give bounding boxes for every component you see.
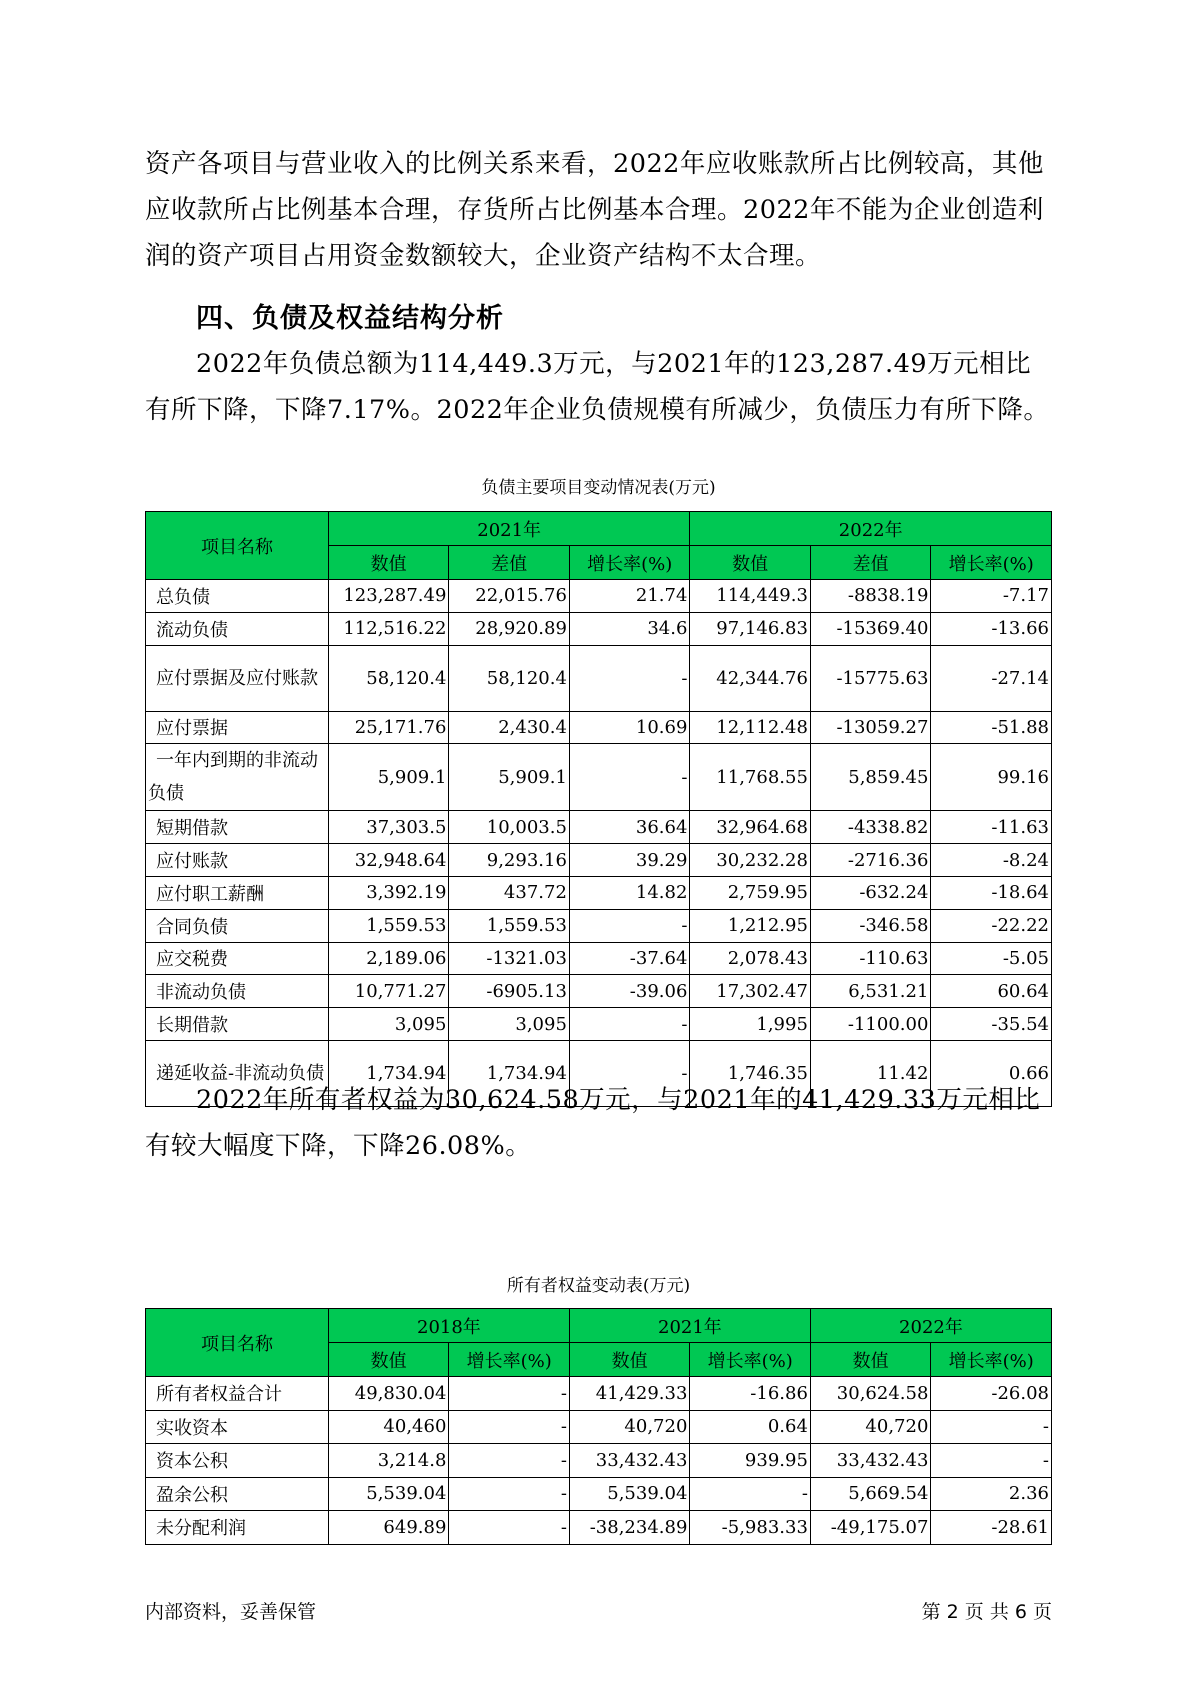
cell-r2: -13.66 — [931, 612, 1052, 645]
cell-r1: 36.64 — [569, 811, 690, 844]
row-item-name: 流动负债 — [146, 612, 329, 645]
cell-r3: - — [931, 1410, 1052, 1444]
row-item-name: 一年内到期的非流动负债 — [146, 744, 329, 811]
cell-r1: - — [449, 1511, 570, 1545]
row-item-name: 非流动负债 — [146, 975, 329, 1008]
cell-r1: -39.06 — [569, 975, 690, 1008]
cell-v2: 32,964.68 — [690, 811, 811, 844]
table-row — [146, 744, 1052, 811]
cell-d2: -346.58 — [810, 909, 931, 942]
cell-d1: -1321.03 — [449, 942, 570, 975]
col-rate-header: 增长率(%) — [931, 1343, 1052, 1377]
table-row — [146, 844, 1052, 877]
cell-v2: -38,234.89 — [569, 1511, 690, 1545]
cell-v2: 42,344.76 — [690, 645, 811, 711]
col-value-header: 数值 — [810, 1343, 931, 1377]
cell-v3: -49,175.07 — [810, 1511, 931, 1545]
cell-d1: 28,920.89 — [449, 612, 570, 645]
cell-v2: 33,432.43 — [569, 1444, 690, 1478]
cell-d1: 10,003.5 — [449, 811, 570, 844]
cell-r2: 939.95 — [690, 1444, 811, 1478]
cell-r1: - — [449, 1410, 570, 1444]
table-row — [146, 975, 1052, 1008]
cell-r1: - — [449, 1377, 570, 1411]
year-header-2022: 2022年 — [810, 1309, 1051, 1343]
cell-v2: 97,146.83 — [690, 612, 811, 645]
cell-r2: -27.14 — [931, 645, 1052, 711]
cell-r2: -18.64 — [931, 876, 1052, 909]
cell-d2: 5,859.45 — [810, 744, 931, 811]
cell-d1: 58,120.4 — [449, 645, 570, 711]
row-item-name: 应付职工薪酬 — [146, 876, 329, 909]
cell-v2: 1,746.35 — [690, 1040, 811, 1106]
cell-v1: 32,948.64 — [328, 844, 449, 877]
table-row — [146, 580, 1052, 613]
row-item-name: 合同负债 — [146, 909, 329, 942]
cell-r1: - — [569, 1008, 690, 1041]
row-item-name: 所有者权益合计 — [146, 1377, 329, 1411]
cell-v1: 25,171.76 — [328, 711, 449, 744]
cell-v1: 1,559.53 — [328, 909, 449, 942]
cell-r2: -11.63 — [931, 811, 1052, 844]
table-row — [146, 942, 1052, 975]
cell-v3: 33,432.43 — [810, 1444, 931, 1478]
row-item-name: 应付账款 — [146, 844, 329, 877]
cell-v1: 3,214.8 — [328, 1444, 449, 1478]
table1-caption: 负债主要项目变动情况表(万元) — [481, 478, 716, 498]
cell-d2: -632.24 — [810, 876, 931, 909]
col-value-header: 数值 — [569, 1343, 690, 1377]
cell-r2: -5.05 — [931, 942, 1052, 975]
cell-v2: 17,302.47 — [690, 975, 811, 1008]
cell-v2: 114,449.3 — [690, 580, 811, 613]
cell-d1: -6905.13 — [449, 975, 570, 1008]
cell-v2: 1,212.95 — [690, 909, 811, 942]
cell-v1: 58,120.4 — [328, 645, 449, 711]
cell-v2: 1,995 — [690, 1008, 811, 1041]
cell-r2: -22.22 — [931, 909, 1052, 942]
table-row — [146, 1477, 1052, 1511]
item-name-header: 项目名称 — [146, 1309, 329, 1377]
cell-r2: 60.64 — [931, 975, 1052, 1008]
cell-v1: 3,392.19 — [328, 876, 449, 909]
table-row — [146, 1008, 1052, 1041]
row-item-name: 递延收益-非流动负债 — [146, 1040, 329, 1106]
item-name-header: 项目名称 — [146, 512, 329, 580]
cell-v1: 2,189.06 — [328, 942, 449, 975]
cell-r2: -16.86 — [690, 1377, 811, 1411]
cell-v1: 649.89 — [328, 1511, 449, 1545]
col-value-header: 数值 — [328, 1343, 449, 1377]
table-row — [146, 612, 1052, 645]
col-value-header: 数值 — [690, 546, 811, 580]
cell-r2: -8.24 — [931, 844, 1052, 877]
cell-r1: - — [449, 1444, 570, 1478]
cell-v1: 5,539.04 — [328, 1477, 449, 1511]
year-header-2018: 2018年 — [328, 1309, 569, 1343]
cell-r3: -26.08 — [931, 1377, 1052, 1411]
cell-v1: 3,095 — [328, 1008, 449, 1041]
row-item-name: 长期借款 — [146, 1008, 329, 1041]
table-row — [146, 811, 1052, 844]
cell-r1: 14.82 — [569, 876, 690, 909]
cell-d1: 22,015.76 — [449, 580, 570, 613]
cell-v2: 11,768.55 — [690, 744, 811, 811]
cell-r2: 0.66 — [931, 1040, 1052, 1106]
cell-d1: 9,293.16 — [449, 844, 570, 877]
cell-d1: 3,095 — [449, 1008, 570, 1041]
table-row — [146, 1444, 1052, 1478]
cell-v1: 123,287.49 — [328, 580, 449, 613]
cell-r1: -37.64 — [569, 942, 690, 975]
liabilities-table — [145, 511, 1052, 1107]
cell-v1: 1,734.94 — [328, 1040, 449, 1106]
table-row — [146, 645, 1052, 711]
cell-r1: - — [449, 1477, 570, 1511]
cell-r2: -35.54 — [931, 1008, 1052, 1041]
footer-confidential-note: 内部资料，妥善保管 — [145, 1601, 317, 1623]
cell-r2: - — [690, 1477, 811, 1511]
cell-r2: 99.16 — [931, 744, 1052, 811]
cell-v1: 49,830.04 — [328, 1377, 449, 1411]
cell-v2: 30,232.28 — [690, 844, 811, 877]
col-rate-header: 增长率(%) — [569, 546, 690, 580]
cell-d2: -8838.19 — [810, 580, 931, 613]
cell-r1: 10.69 — [569, 711, 690, 744]
cell-r3: - — [931, 1444, 1052, 1478]
cell-v1: 5,909.1 — [328, 744, 449, 811]
cell-d1: 2,430.4 — [449, 711, 570, 744]
equity-table — [145, 1308, 1052, 1545]
cell-r3: -28.61 — [931, 1511, 1052, 1545]
cell-d2: -1100.00 — [810, 1008, 931, 1041]
col-diff-header: 差值 — [449, 546, 570, 580]
cell-d1: 1,734.94 — [449, 1040, 570, 1106]
cell-v1: 10,771.27 — [328, 975, 449, 1008]
cell-v2: 2,078.43 — [690, 942, 811, 975]
row-item-name: 应付票据及应付账款 — [146, 645, 329, 711]
cell-r2: 0.64 — [690, 1410, 811, 1444]
cell-d2: -4338.82 — [810, 811, 931, 844]
col-value-header: 数值 — [328, 546, 449, 580]
cell-r2: -51.88 — [931, 711, 1052, 744]
cell-d1: 5,909.1 — [449, 744, 570, 811]
cell-d2: 6,531.21 — [810, 975, 931, 1008]
cell-r1: 21.74 — [569, 580, 690, 613]
table-row — [146, 1511, 1052, 1545]
table-row — [146, 1410, 1052, 1444]
row-item-name: 盈余公积 — [146, 1477, 329, 1511]
year-header-2021: 2021年 — [569, 1309, 810, 1343]
cell-v3: 40,720 — [810, 1410, 931, 1444]
cell-d2: -13059.27 — [810, 711, 931, 744]
paragraph-liabilities: 2022年负债总额为114,449.3万元，与2021年的123,287.49万元相比有所下降，下降7.17%。2022年企业负债规模有所减少，负债压力有所下降。 — [145, 349, 1050, 425]
cell-d2: -15369.40 — [810, 612, 931, 645]
col-diff-header: 差值 — [810, 546, 931, 580]
cell-v2: 2,759.95 — [690, 876, 811, 909]
paragraph-asset-structure: 资产各项目与营业收入的比例关系来看，2022年应收账款所占比例较高，其他应收款所占比例基本合理，存货所占比例基本合理。2022年不能为企业创造利润的资产项目占用资金数额较大，企业资产结构不太合理。 — [145, 149, 1044, 271]
row-item-name: 总负债 — [146, 580, 329, 613]
year-header-2022: 2022年 — [690, 512, 1052, 546]
col-rate-header: 增长率(%) — [449, 1343, 570, 1377]
cell-r1: 34.6 — [569, 612, 690, 645]
cell-v1: 40,460 — [328, 1410, 449, 1444]
cell-d2: 11.42 — [810, 1040, 931, 1106]
row-item-name: 资本公积 — [146, 1444, 329, 1478]
year-header-2021: 2021年 — [328, 512, 690, 546]
cell-r2: -5,983.33 — [690, 1511, 811, 1545]
cell-d2: -110.63 — [810, 942, 931, 975]
cell-v2: 41,429.33 — [569, 1377, 690, 1411]
cell-v2: 12,112.48 — [690, 711, 811, 744]
cell-d2: -15775.63 — [810, 645, 931, 711]
row-item-name: 应付票据 — [146, 711, 329, 744]
cell-r1: - — [569, 909, 690, 942]
cell-r1: 39.29 — [569, 844, 690, 877]
cell-v1: 37,303.5 — [328, 811, 449, 844]
row-item-name: 实收资本 — [146, 1410, 329, 1444]
table-row — [146, 909, 1052, 942]
cell-r1: - — [569, 645, 690, 711]
row-item-name: 短期借款 — [146, 811, 329, 844]
cell-r1: - — [569, 1040, 690, 1106]
section-heading: 四、负债及权益结构分析 — [196, 303, 504, 334]
cell-v1: 112,516.22 — [328, 612, 449, 645]
table-row — [146, 711, 1052, 744]
table-row — [146, 1377, 1052, 1411]
cell-d1: 437.72 — [449, 876, 570, 909]
cell-r2: -7.17 — [931, 580, 1052, 613]
row-item-name: 未分配利润 — [146, 1511, 329, 1545]
cell-r1: - — [569, 744, 690, 811]
cell-v2: 40,720 — [569, 1410, 690, 1444]
cell-d2: -2716.36 — [810, 844, 931, 877]
cell-v3: 30,624.58 — [810, 1377, 931, 1411]
footer-page-number: 第 2 页 共 6 页 — [921, 1601, 1052, 1623]
cell-v3: 5,669.54 — [810, 1477, 931, 1511]
paragraph-equity: 2022年所有者权益为30,624.58万元，与2021年的41,429.33万元相比有较大幅度下降，下降26.08%。 — [145, 1085, 1041, 1161]
cell-d1: 1,559.53 — [449, 909, 570, 942]
col-rate-header: 增长率(%) — [931, 546, 1052, 580]
table-row — [146, 876, 1052, 909]
cell-v2: 5,539.04 — [569, 1477, 690, 1511]
cell-r3: 2.36 — [931, 1477, 1052, 1511]
table2-caption: 所有者权益变动表(万元) — [506, 1276, 691, 1296]
col-rate-header: 增长率(%) — [690, 1343, 811, 1377]
row-item-name: 应交税费 — [146, 942, 329, 975]
